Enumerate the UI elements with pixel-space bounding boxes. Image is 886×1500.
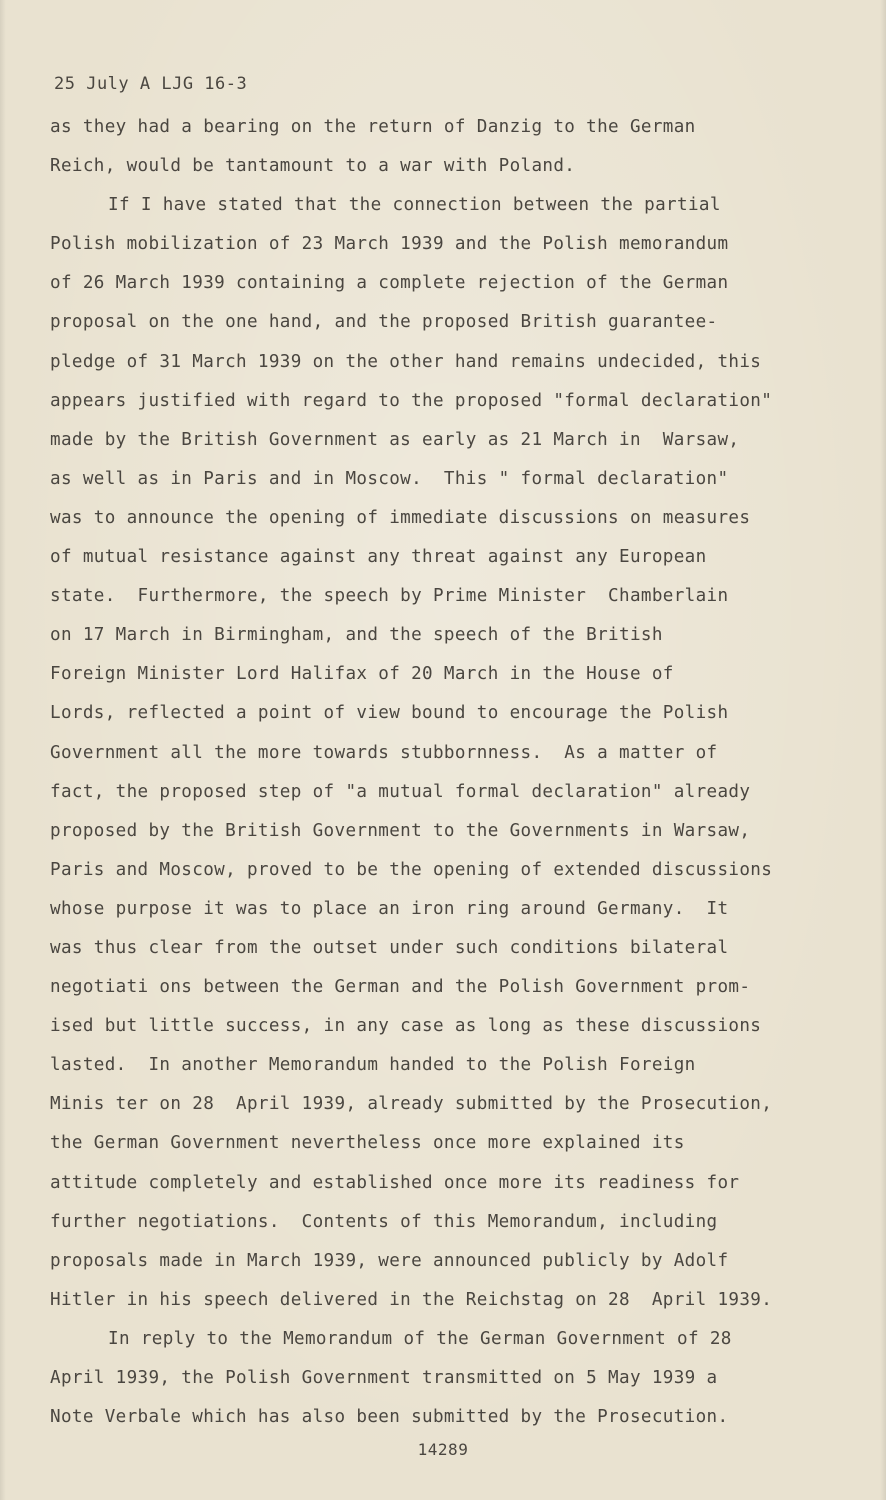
text-line: lasted. In another Memorandum handed to the Polish Foreign [50,1055,696,1076]
text-line: If I have stated that the connection between the partial [108,195,721,216]
text-line: was thus clear from the outset under such conditions bilateral [50,937,729,958]
text-line: of 26 March 1939 containing a complete rejection of the German [50,273,729,294]
page-number: 14289 [417,1440,469,1459]
text-line: was to announce the opening of immediate discussions on measures [50,507,751,528]
text-line: proposed by the British Government to the Governments in Warsaw, [50,820,751,841]
text-line: as well as in Paris and in Moscow. This " formal declaration" [50,468,729,489]
text-line: attitude completely and established once more its readiness for [50,1172,740,1193]
text-line: appears justified with regard to the proposed "formal declaration" [50,390,773,411]
text-line: negotiati ons between the German and the Polish Government prom- [50,977,751,998]
text-line: proposal on the one hand, and the proposed British guarantee- [50,312,718,333]
text-line: on 17 March in Birmingham, and the speech of the British [50,625,663,646]
text-line: the German Government nevertheless once more explained its [50,1133,685,1154]
text-line: proposals made in March 1939, were announced publicly by Adolf [50,1250,729,1271]
text-line: pledge of 31 March 1939 on the other hand remains undecided, this [50,351,762,372]
text-line: Hitler in his speech delivered in the Reichstag on 28 April 1939. [50,1289,773,1310]
page-edge-right [880,0,886,1500]
text-line: Reich, would be tantamount to a war with Poland. [50,156,576,177]
text-line: Paris and Moscow, proved to be the opening of extended discussions [50,859,773,880]
text-line: state. Furthermore, the speech by Prime Minister Chamberlain [50,586,729,607]
text-line: Note Verbale which has also been submitted by the Prosecution. [50,1407,729,1428]
text-line: April 1939, the Polish Government transmitted on 5 May 1939 a [50,1368,718,1388]
text-line: Lords, reflected a point of view bound to encourage the Polish [50,703,729,724]
body-text [50,112,850,1441]
text-line: Government all the more towards stubbornness. As a matter of [50,742,718,763]
text-line: Foreign Minister Lord Halifax of 20 March in the House of [50,664,674,685]
text-line: made by the British Government as early as 21 March in Warsaw, [50,429,740,450]
text-line: as they had a bearing on the return of Danzig to the German [50,117,696,137]
text-line: whose purpose it was to place an iron ring around Germany. It [50,898,729,919]
text-line: fact, the proposed step of "a mutual formal declaration" already [50,781,751,802]
text-line: In reply to the Memorandum of the German Government of 28 [108,1328,732,1349]
text-line: Minis ter on 28 April 1939, already submitted by the Prosecution, [50,1094,773,1115]
text-line: further negotiations. Contents of this Memorandum, including [50,1211,718,1232]
text-line: Polish mobilization of 23 March 1939 and the Polish memorandum [50,234,729,255]
text-line: of mutual resistance against any threat against any European [50,547,707,568]
page-edge-left [0,0,6,1500]
page-header: 25 July A LJG 16-3 [54,74,248,94]
text-line: ised but little success, in any case as long as these discussions [50,1016,762,1037]
